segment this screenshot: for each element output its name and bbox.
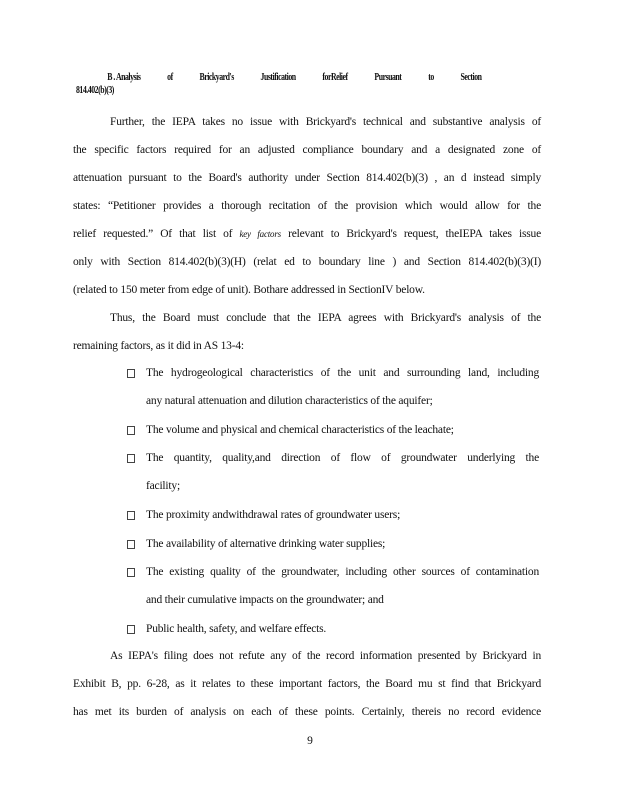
bullet-line: The existing quality of the groundwater, including other sources of contamination — [146, 566, 539, 578]
paragraph-text: relevant to Brickyard's request, theIEPA takes issue — [280, 228, 541, 240]
bullet-line: and their cumulative impacts on the groundwater; and — [146, 594, 384, 606]
bullet-line: The availability of alternative drinking water supplies; — [146, 538, 386, 550]
heading-word: to — [428, 72, 434, 83]
paragraph-line: only with Section 814.402(b)(3)(H) (relat ed to boundary line ) and Section 814.402(b)(3)(I) — [73, 256, 541, 268]
heading-word: Brickyard's — [199, 72, 234, 83]
paragraph-line: Further, the IEPA takes no issue with Brickyard's technical and substantive analysis of — [110, 116, 541, 128]
bullet-icon — [127, 625, 135, 634]
paragraph-line: remaining factors, as it did in AS 13-4: — [73, 340, 244, 352]
paragraph-line: the specific factors required for an adjusted compliance boundary and a designated zone of — [73, 144, 541, 156]
italic-phrase: key factors — [239, 229, 281, 239]
bullet-line: The hydrogeological characteristics of the unit and surrounding land, including — [146, 367, 539, 379]
bullet-icon — [127, 426, 135, 435]
paragraph-text: relief requested.” Of that list of — [73, 228, 240, 240]
bullet-line: Public health, safety, and welfare effects. — [146, 623, 327, 635]
bullet-icon — [127, 540, 135, 549]
bullet-icon — [127, 568, 135, 577]
paragraph-line: attenuation pursuant to the Board's authority under Section 814.402(b)(3) , an d instead simply — [73, 172, 541, 184]
paragraph-line: As IEPA's filing does not refute any of the record information presented by Brickyard in — [110, 650, 541, 662]
bullet-icon — [127, 511, 135, 520]
paragraph-line: states: “Petitioner provides a thorough recitation of the provision which would allow for the — [73, 200, 541, 212]
paragraph-line: Thus, the Board must conclude that the IEPA agrees with Brickyard's analysis of the — [110, 312, 541, 324]
paragraph-line: (related to 150 meter from edge of unit). Bothare addressed in SectionIV below. — [73, 284, 425, 296]
bullet-line: any natural attenuation and dilution characteristics of the aquifer; — [146, 395, 433, 407]
heading-word: forRelief — [322, 72, 348, 83]
heading-word: Section — [460, 72, 482, 83]
bullet-line: The volume and physical and chemical characteristics of the leachate; — [146, 424, 454, 436]
bullet-line: facility; — [146, 480, 180, 492]
section-heading-line-2: 814.402(b)(3) — [76, 85, 114, 96]
heading-word: Justification — [260, 72, 296, 83]
section-heading — [76, 72, 482, 97]
heading-word: B . Analysis — [107, 72, 141, 83]
bullet-icon — [127, 369, 135, 378]
heading-word: of — [167, 72, 173, 83]
page-number: 9 — [307, 735, 313, 747]
heading-word: Pursuant — [374, 72, 402, 83]
paragraph-line: Exhibit B, pp. 6-28, as it relates to these important factors, the Board mu st find that Brickyard — [73, 678, 541, 690]
paragraph-line: has met its burden of analysis on each of these points. Certainly, thereis no record evidence — [73, 706, 541, 718]
bullet-icon — [127, 454, 135, 463]
paragraph-line — [73, 227, 541, 241]
bullet-line: The proximity andwithdrawal rates of groundwater users; — [146, 509, 401, 521]
section-heading-line-1 — [76, 72, 482, 84]
bullet-line: The quantity, quality,and direction of flow of groundwater underlying the — [146, 452, 539, 464]
